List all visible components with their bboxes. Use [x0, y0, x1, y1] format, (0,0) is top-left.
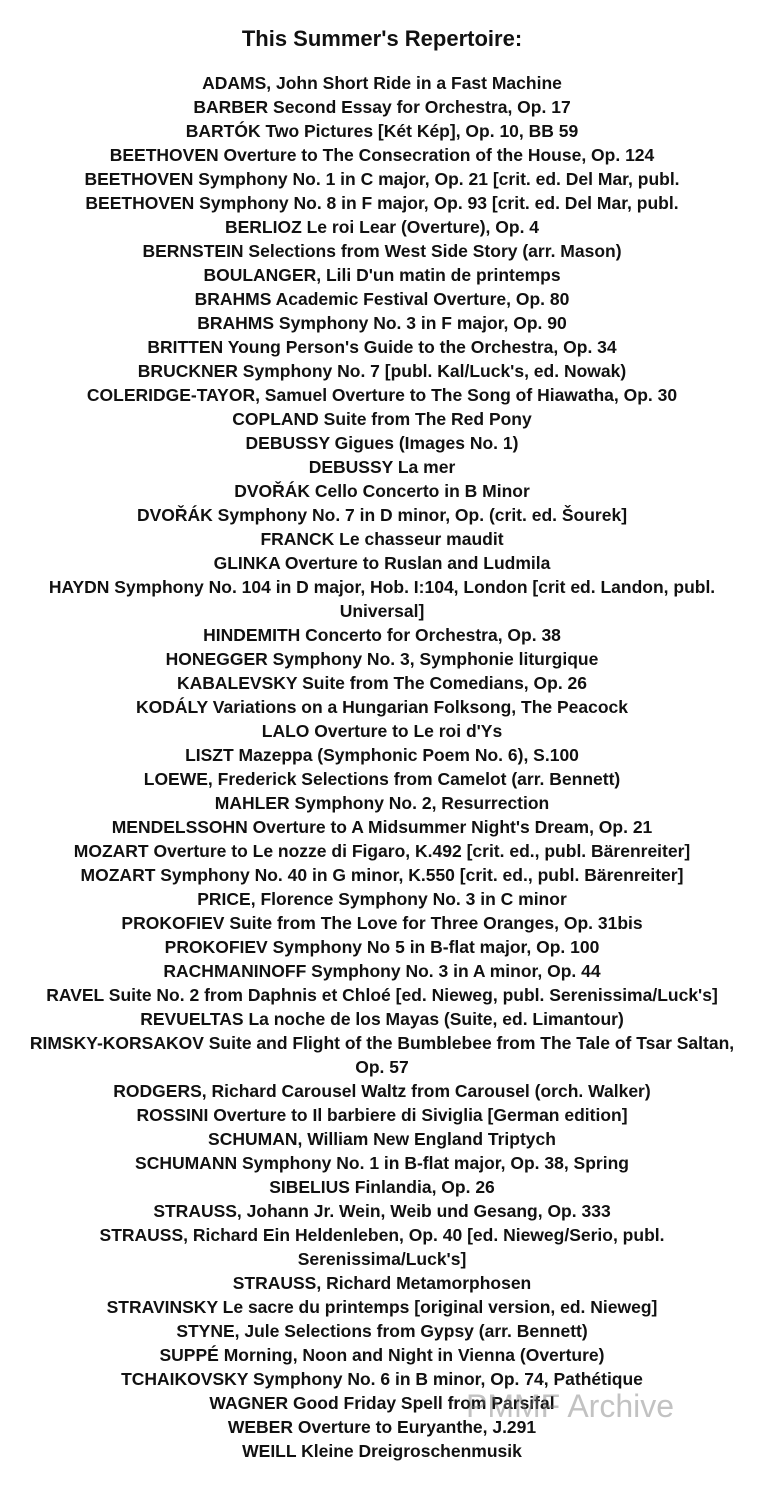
repertoire-item: STYNE, Jule Selections from Gypsy (arr. Bennett): [176, 1321, 588, 1341]
repertoire-item: BRAHMS Academic Festival Overture, Op. 80: [194, 289, 570, 309]
repertoire-item: BEETHOVEN Symphony No. 1 in C major, Op. 21 [crit. ed. Del Mar, publ.: [84, 169, 680, 189]
repertoire-item: MAHLER Symphony No. 2, Resurrection: [214, 793, 550, 813]
repertoire-item: SIBELIUS Finlandia, Op. 26: [269, 1177, 495, 1197]
repertoire-item: HONEGGER Symphony No. 3, Symphonie liturgique: [165, 649, 599, 669]
repertoire-item: DVOŘÁK Cello Concerto in B Minor: [234, 481, 530, 501]
repertoire-item: WAGNER Good Friday Spell from Parsifal: [209, 1393, 555, 1413]
repertoire-item: SCHUMAN, William New England Triptych: [208, 1129, 556, 1149]
repertoire-item: SUPPÉ Morning, Noon and Night in Vienna (Overture): [159, 1345, 605, 1365]
repertoire-item: KABALEVSKY Suite from The Comedians, Op. 26: [176, 673, 588, 693]
repertoire-item: ADAMS, John Short Ride in a Fast Machine: [202, 73, 562, 93]
repertoire-item: BEETHOVEN Symphony No. 8 in F major, Op. 93 [crit. ed. Del Mar, publ.: [85, 193, 679, 213]
repertoire-item: DVOŘÁK Symphony No. 7 in D minor, Op. (crit. ed. Šourek]: [136, 505, 628, 525]
repertoire-item: REVUELTAS La noche de los Mayas (Suite, ed. Limantour): [140, 1009, 624, 1029]
repertoire-item: STRAVINSKY Le sacre du printemps [original version, ed. Nieweg]: [106, 1297, 658, 1317]
repertoire-item: BEETHOVEN Overture to The Consecration of the House, Op. 124: [109, 145, 655, 165]
repertoire-item: BRUCKNER Symphony No. 7 [publ. Kal/Luck's, ed. Nowak): [137, 361, 627, 381]
watermark: PMMF Archive: [466, 1388, 675, 1424]
repertoire-item: RIMSKY-KORSAKOV Suite and Flight of the Bumblebee from The Tale of Tsar Saltan, Op. 57: [29, 1033, 735, 1077]
repertoire-item: MOZART Symphony No. 40 in G minor, K.550 [crit. ed., publ. Bärenreiter]: [80, 865, 684, 885]
repertoire-item: HAYDN Symphony No. 104 in D major, Hob. I:104, London [crit ed. Landon, publ. Universal]: [48, 577, 716, 621]
repertoire-item: WEBER Overture to Euryanthe, J.291: [227, 1417, 537, 1437]
repertoire-item: GLINKA Overture to Ruslan and Ludmila: [213, 553, 551, 573]
repertoire-item: HINDEMITH Concerto for Orchestra, Op. 38: [203, 625, 561, 645]
repertoire-item: BARTÓK Two Pictures [Két Kép], Op. 10, BB 59: [185, 121, 579, 141]
repertoire-item: BARBER Second Essay for Orchestra, Op. 17: [193, 97, 571, 117]
repertoire-item: RODGERS, Richard Carousel Waltz from Carousel (orch. Walker): [113, 1081, 651, 1101]
repertoire-item: PRICE, Florence Symphony No. 3 in C minor: [197, 889, 567, 909]
repertoire-item: STRAUSS, Johann Jr. Wein, Weib und Gesang, Op. 333: [153, 1201, 611, 1221]
repertoire-item: BERNSTEIN Selections from West Side Story (arr. Mason): [142, 241, 622, 261]
page-title: This Summer's Repertoire:: [241, 26, 523, 51]
repertoire-item: MENDELSSOHN Overture to A Midsummer Night's Dream, Op. 21: [111, 817, 653, 837]
repertoire-item: LALO Overture to Le roi d'Ys: [261, 721, 503, 741]
repertoire-item: BRAHMS Symphony No. 3 in F major, Op. 90: [197, 313, 567, 333]
repertoire-list: [14, 71, 750, 1463]
repertoire-item: PROKOFIEV Symphony No 5 in B-flat major, Op. 100: [164, 937, 600, 957]
repertoire-item: LOEWE, Frederick Selections from Camelot (arr. Bennett): [143, 769, 621, 789]
repertoire-item: BRITTEN Young Person's Guide to the Orchestra, Op. 34: [147, 337, 617, 357]
repertoire-item: COPLAND Suite from The Red Pony: [232, 409, 532, 429]
repertoire-item: TCHAIKOVSKY Symphony No. 6 in B minor, Op. 74, Pathétique: [121, 1369, 643, 1389]
repertoire-item: STRAUSS, Richard Metamorphosen: [232, 1273, 532, 1293]
repertoire-item: RACHMANINOFF Symphony No. 3 in A minor, Op. 44: [163, 961, 601, 981]
repertoire-item: DEBUSSY Gigues (Images No. 1): [245, 433, 519, 453]
repertoire-item: BERLIOZ Le roi Lear (Overture), Op. 4: [224, 217, 540, 237]
repertoire-item: WEILL Kleine Dreigroschenmusik: [242, 1441, 522, 1461]
repertoire-item: PROKOFIEV Suite from The Love for Three Oranges, Op. 31bis: [121, 913, 643, 933]
repertoire-item: COLERIDGE-TAYOR, Samuel Overture to The Song of Hiawatha, Op. 30: [86, 385, 678, 405]
repertoire-item: KODÁLY Variations on a Hungarian Folksong, The Peacock: [135, 697, 629, 717]
repertoire-item: FRANCK Le chasseur maudit: [260, 529, 504, 549]
repertoire-item: BOULANGER, Lili D'un matin de printemps: [203, 265, 561, 285]
repertoire-item: MOZART Overture to Le nozze di Figaro, K.492 [crit. ed., publ. Bärenreiter]: [73, 841, 691, 861]
repertoire-item: ROSSINI Overture to Il barbiere di Siviglia [German edition]: [136, 1105, 628, 1125]
repertoire-item: SCHUMANN Symphony No. 1 in B-flat major, Op. 38, Spring: [135, 1153, 629, 1173]
repertoire-item: DEBUSSY La mer: [308, 457, 456, 477]
repertoire-item: LISZT Mazeppa (Symphonic Poem No. 6), S.100: [185, 745, 579, 765]
repertoire-item: RAVEL Suite No. 2 from Daphnis et Chloé [ed. Nieweg, publ. Serenissima/Luck's]: [46, 985, 718, 1005]
repertoire-item: STRAUSS, Richard Ein Heldenleben, Op. 40 [ed. Nieweg/Serio, publ. Serenissima/Luck's]: [99, 1225, 665, 1269]
